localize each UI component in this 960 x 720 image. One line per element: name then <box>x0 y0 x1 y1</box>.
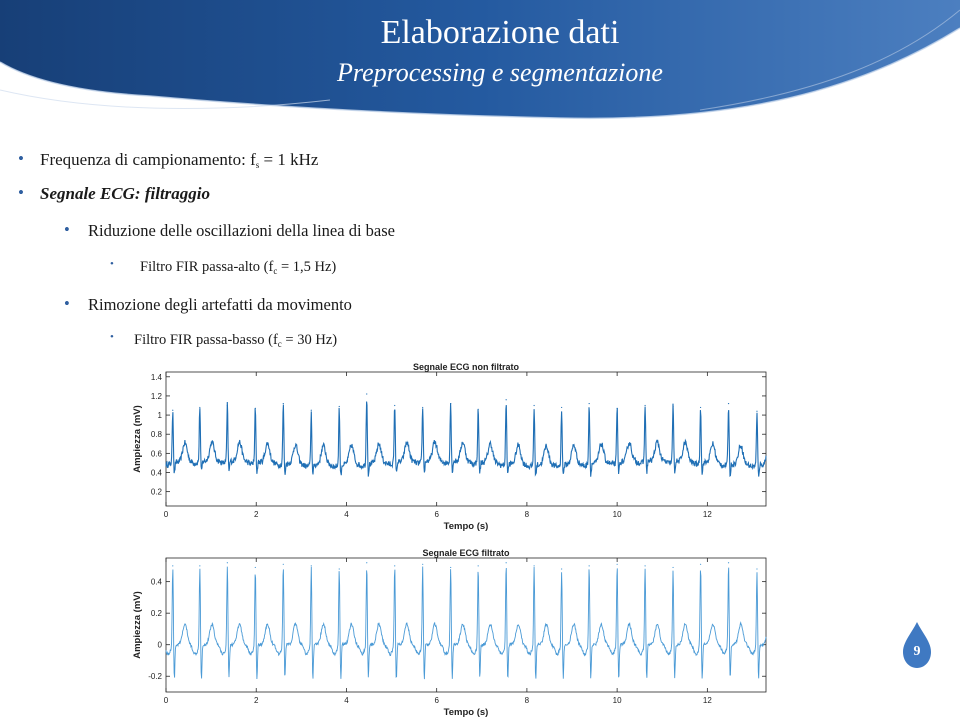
r-peak-point <box>339 568 340 569</box>
r-peak-point <box>366 393 367 394</box>
y-tick-label: 1.4 <box>150 372 162 382</box>
x-tick-label: 12 <box>702 510 712 519</box>
x-axis-label: Tempo (s) <box>443 707 489 718</box>
r-peak-point <box>478 565 479 566</box>
bullet-dot: • <box>64 220 70 239</box>
r-peak-point <box>644 405 645 406</box>
r-peak-point <box>534 565 535 566</box>
ecg-filtered-chart <box>128 546 776 720</box>
bullet-sampling-frequency: Frequenza di campionamento: $f_s = 1$ kHz <box>40 150 319 170</box>
r-peak-point <box>672 406 673 407</box>
r-peak-point <box>311 565 312 566</box>
x-tick-label: 0 <box>163 510 169 519</box>
r-peak-point <box>672 567 673 568</box>
y-tick-label: 0 <box>157 640 162 650</box>
bullet-dot: • <box>18 149 24 168</box>
r-peak-point <box>255 567 256 568</box>
x-axis-label: Tempo (s) <box>443 521 489 532</box>
r-peak-point <box>199 407 200 408</box>
x-tick-label: 4 <box>344 510 349 519</box>
r-peak-point <box>366 562 367 563</box>
x-tick-label: 8 <box>524 696 530 705</box>
r-peak-point <box>700 564 701 565</box>
r-peak-point <box>283 564 284 565</box>
r-peak-point <box>283 403 284 404</box>
slide-title: Elaborazione dati <box>380 14 620 51</box>
r-peak-point <box>561 568 562 569</box>
r-peak-point <box>728 403 729 404</box>
x-tick-label: 6 <box>434 510 439 519</box>
y-tick-label: 0.6 <box>150 449 162 459</box>
r-peak-point <box>172 565 173 566</box>
chart-title: Segnale ECG filtrato <box>422 548 510 558</box>
r-peak-point <box>617 564 618 565</box>
r-peak-point <box>756 568 757 569</box>
r-peak-point <box>506 399 507 400</box>
r-peak-point <box>339 406 340 407</box>
bullet-ecg-filtering: Segnale ECG: filtraggio <box>40 184 211 203</box>
r-peak-point <box>506 562 507 563</box>
bullet-lowpass-filter: Filtro FIR passa-basso ($f_c = 30$ Hz) <box>134 332 338 349</box>
bullet-dot: • <box>110 258 114 270</box>
r-peak-point <box>450 567 451 568</box>
y-axis-label: Ampiezza (mV) <box>132 591 143 659</box>
r-peak-point <box>255 408 256 409</box>
y-tick-label: 0.8 <box>150 430 162 440</box>
bullet-baseline-reduction: Riduzione delle oscillazioni della linea di base <box>88 221 395 240</box>
bullet-dot: • <box>64 294 70 313</box>
r-peak-point <box>227 562 228 563</box>
y-tick-label: -0.2 <box>148 672 162 682</box>
y-axis-label: Ampiezza (mV) <box>132 405 143 473</box>
page-number: 9 <box>913 644 921 659</box>
r-peak-point <box>644 565 645 566</box>
ecg-raw-chart <box>128 360 776 532</box>
slide-subtitle: Preprocessing e segmentazione <box>337 58 663 87</box>
r-peak-point <box>172 410 173 411</box>
x-tick-label: 8 <box>524 510 530 519</box>
bullet-dot: • <box>18 183 24 202</box>
y-tick-label: 0.4 <box>150 577 162 587</box>
r-peak-point <box>756 411 757 412</box>
bullet-highpass-filter: Filtro FIR passa-alto ($f_c = 1,5$ Hz) <box>140 259 337 276</box>
chart-title: Segnale ECG non filtrato <box>412 362 520 372</box>
x-tick-label: 6 <box>434 696 439 705</box>
bullet-dot: • <box>110 331 114 343</box>
r-peak-point <box>700 407 701 408</box>
r-peak-point <box>227 405 228 406</box>
x-tick-label: 2 <box>253 696 259 705</box>
x-tick-label: 10 <box>612 510 622 519</box>
bullet-motion-artifacts: Rimozione degli artefatti da movimento <box>88 295 352 314</box>
y-tick-label: 0.2 <box>150 609 162 619</box>
r-peak-point <box>394 405 395 406</box>
x-tick-label: 2 <box>253 510 259 519</box>
x-tick-label: 10 <box>612 696 622 705</box>
r-peak-point <box>561 407 562 408</box>
r-peak-point <box>394 565 395 566</box>
r-peak-point <box>422 407 423 408</box>
r-peak-point <box>589 403 590 404</box>
x-tick-label: 12 <box>702 696 712 705</box>
x-tick-label: 4 <box>344 696 349 705</box>
r-peak-point <box>728 562 729 563</box>
y-tick-label: 0.2 <box>150 487 162 497</box>
r-peak-point <box>450 403 451 404</box>
x-tick-label: 0 <box>163 696 169 705</box>
r-peak-point <box>422 564 423 565</box>
r-peak-point <box>199 565 200 566</box>
r-peak-point <box>589 565 590 566</box>
y-tick-label: 1.2 <box>150 391 162 401</box>
r-peak-point <box>534 405 535 406</box>
r-peak-point <box>478 409 479 410</box>
y-tick-label: 0.4 <box>150 468 162 478</box>
y-tick-label: 1 <box>157 411 162 421</box>
r-peak-point <box>311 410 312 411</box>
r-peak-point <box>617 408 618 409</box>
